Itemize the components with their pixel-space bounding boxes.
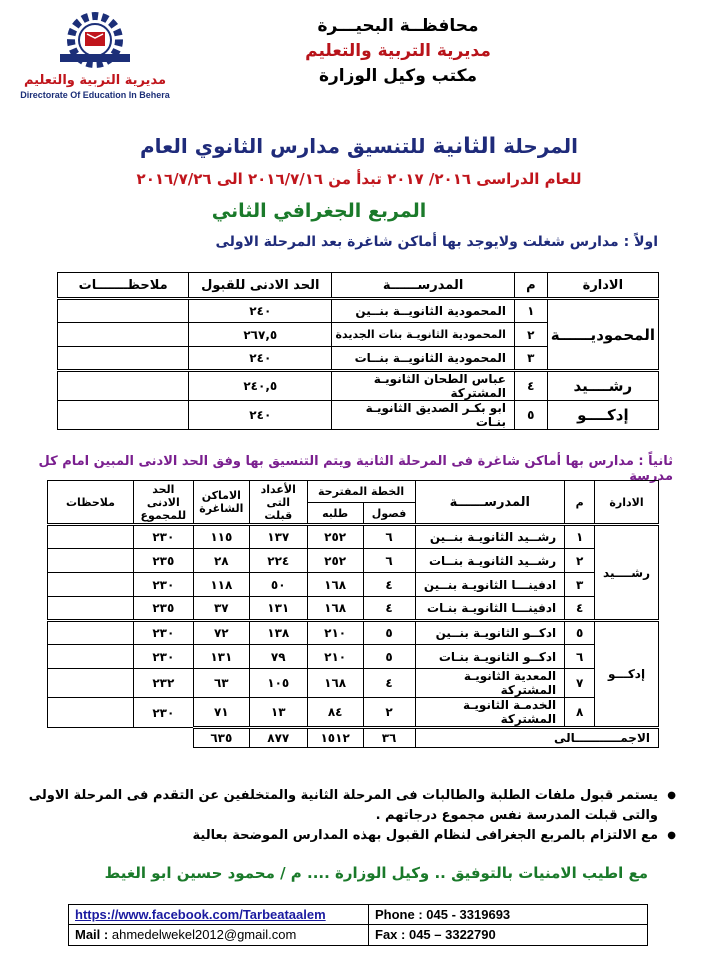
table-row	[48, 549, 659, 573]
notes-cell	[48, 669, 134, 698]
table-header-row	[48, 481, 659, 503]
accepted-cell: ١٣	[249, 698, 307, 728]
col-notes: ملاحظـــــــات	[58, 273, 189, 299]
col-school: المدرســــــة	[415, 481, 565, 525]
col-num: م	[514, 273, 547, 299]
col-students: طلبه	[307, 503, 363, 525]
notes-cell	[58, 323, 189, 347]
total-classes: ٣٦	[363, 728, 415, 748]
vacant-cell: ١٣١	[193, 645, 249, 669]
accepted-cell: ١٠٥	[249, 669, 307, 698]
num-cell: ١	[514, 299, 547, 323]
min-cell: ٢٣٠	[133, 698, 193, 728]
num-cell: ٦	[565, 645, 595, 669]
classes-cell: ٦	[363, 525, 415, 549]
num-cell: ٥	[565, 621, 595, 645]
logo-caption: Directorate Of Education In Behera	[20, 90, 170, 100]
section-one-heading: اولاً : مدارس شغلت ولايوجد بها أماكن شاغرة بعد المرحلة الاولى	[215, 234, 658, 250]
governorate: محافظــة البحيـــرة	[317, 16, 479, 36]
contact-row	[69, 905, 647, 925]
col-min: الحد الادنى للمجموع	[133, 481, 193, 525]
notes-cell	[58, 299, 189, 323]
phone-value: 045 - 3319693	[426, 907, 511, 922]
vacant-cell: ٧١	[193, 698, 249, 728]
vacant-cell: ١١٨	[193, 573, 249, 597]
num-cell: ٣	[514, 347, 547, 371]
col-plan: الخطة المفترحة	[307, 481, 415, 503]
dept-cell: إدكــــو	[547, 401, 658, 430]
vacant-schools-table	[47, 480, 659, 748]
contact-box	[68, 904, 648, 946]
facebook-link-cell	[69, 905, 369, 924]
num-cell: ٤	[565, 597, 595, 621]
col-num: م	[565, 481, 595, 525]
total-vacant: ٦٣٥	[193, 728, 249, 748]
letterhead-lines	[288, 14, 508, 89]
fax-cell	[369, 925, 647, 945]
table-row	[48, 698, 659, 728]
col-dept: الادارة	[595, 481, 659, 525]
notes-list	[26, 786, 676, 846]
vacant-cell: ١١٥	[193, 525, 249, 549]
accepted-cell: ٢٢٤	[249, 549, 307, 573]
classes-cell: ٢	[363, 698, 415, 728]
min-cell: ٢٤٠	[189, 347, 332, 371]
notes-cell	[48, 525, 134, 549]
school-cell: ادفينـــا الثانويـة بنـات	[415, 597, 565, 621]
min-cell: ٢٤٠	[189, 299, 332, 323]
section-two-heading: ثانياً : مدارس بها أماكن شاغرة فى المرحلة الثانية ويتم التنسيق بها وفق الحد الادنى المبين امام كل مدرسة	[38, 454, 673, 484]
vacant-cell: ٢٨	[193, 549, 249, 573]
dept-cell: إدكـــو	[595, 621, 659, 728]
total-accepted: ٨٧٧	[249, 728, 307, 748]
note-item: ● يستمر قبول ملفات الطلبة والطالبات فى المرحلة الثانية والمتخلفين عن التقدم فى المرحلة الاولى	[26, 786, 676, 806]
notes-cell	[58, 347, 189, 371]
accepted-cell: ٥٠	[249, 573, 307, 597]
accepted-cell: ١٣١	[249, 597, 307, 621]
dept-cell: رشــــيد	[547, 371, 658, 401]
directorate-logo	[10, 10, 180, 110]
students-cell: ١٦٨	[307, 597, 363, 621]
classes-cell: ٤	[363, 669, 415, 698]
school-cell: المحمودية الثانويــة بنــين	[332, 299, 515, 323]
num-cell: ٤	[514, 371, 547, 401]
min-cell: ٢٣٠	[133, 525, 193, 549]
notes-cell	[48, 621, 134, 645]
total-row	[48, 728, 659, 748]
students-cell: ٢١٠	[307, 621, 363, 645]
page-title	[0, 134, 718, 159]
contact-row	[69, 925, 647, 945]
table-row	[48, 597, 659, 621]
school-cell: رشــيد الثانويـة بنــين	[415, 525, 565, 549]
total-label: الاجمـــــــــــالى	[415, 728, 658, 748]
school-cell: الخدمـة الثانويـة المشتركة	[415, 698, 565, 728]
dept-cell: رشــــيد	[595, 525, 659, 621]
school-cell: المعدية الثانويـة المشتركة	[415, 669, 565, 698]
directorate: مديرية التربية والتعليم	[305, 41, 491, 61]
academic-year: للعام الدراسى ٢٠١٦/ ٢٠١٧ تبدأ من ٢٠١٦/٧/١٦ الى ٢٠١٦/٧/٢٦	[136, 170, 582, 188]
note-continuation: والتى قبلت المدرسة نفس مجموع درجاتهم .	[375, 808, 658, 823]
school-cell: رشــيد الثانويـة بنــات	[415, 549, 565, 573]
col-dept: الادارة	[547, 273, 658, 299]
min-cell: ٢٤٠,٥	[189, 371, 332, 401]
classes-cell: ٥	[363, 621, 415, 645]
notes-cell	[58, 371, 189, 401]
num-cell: ٢	[514, 323, 547, 347]
notes-cell	[48, 573, 134, 597]
mail-cell	[69, 925, 369, 945]
school-cell: ادكــو الثانويـة بنــين	[415, 621, 565, 645]
col-accepted: الأعداد التى قبلت	[249, 481, 307, 525]
dept-cell: المحموديــــــة	[547, 299, 658, 371]
num-cell: ٥	[514, 401, 547, 430]
sector-title: المربع الجغرافي الثاني	[211, 200, 427, 222]
total-empty-cell	[48, 728, 134, 748]
table-row	[48, 573, 659, 597]
table-row	[48, 645, 659, 669]
classes-cell: ٤	[363, 573, 415, 597]
letterhead	[0, 0, 718, 120]
table-row	[58, 371, 659, 401]
filled-schools-table	[57, 272, 659, 430]
classes-cell: ٤	[363, 597, 415, 621]
title-part3: للتنسيق مدارس الثانوي العام	[139, 134, 426, 158]
vacant-cell: ٧٢	[193, 621, 249, 645]
notes-cell	[48, 645, 134, 669]
logo-name: مديرية التربية والتعليم	[23, 73, 167, 88]
notes-cell	[58, 401, 189, 430]
num-cell: ٧	[565, 669, 595, 698]
col-min: الحد الادنى للقبول	[189, 273, 332, 299]
students-cell: ٨٤	[307, 698, 363, 728]
col-notes: ملاحظات	[48, 481, 134, 525]
total-students: ١٥١٢	[307, 728, 363, 748]
min-cell: ٢٣٥	[133, 597, 193, 621]
num-cell: ٨	[565, 698, 595, 728]
table-row	[48, 621, 659, 645]
min-cell: ٢٦٧,٥	[189, 323, 332, 347]
vacant-cell: ٦٣	[193, 669, 249, 698]
title-part1: المرحلة	[503, 134, 579, 158]
school-cell: ادفينـــا الثانويـة بنــين	[415, 573, 565, 597]
total-empty-cell	[133, 728, 193, 748]
table-row	[48, 669, 659, 698]
table-row	[48, 525, 659, 549]
classes-cell: ٥	[363, 645, 415, 669]
table-row	[58, 401, 659, 430]
phone-label: Phone :	[375, 907, 423, 922]
col-classes: فصول	[363, 503, 415, 525]
fax-label: Fax	[375, 927, 398, 942]
notes-cell	[48, 549, 134, 573]
students-cell: ١٦٨	[307, 573, 363, 597]
students-cell: ٢٥٢	[307, 549, 363, 573]
mail-value[interactable]: ahmedelwekel2012@gmail.com	[111, 927, 297, 942]
office: مكتب وكيل الوزارة	[318, 66, 478, 86]
note-item: ● مع الالتزام بالمربع الجغرافى لنظام القبول بهذه المدارس الموضحة بعالية	[26, 826, 676, 846]
school-cell: ادكــو الثانويـة بنـات	[415, 645, 565, 669]
facebook-link[interactable]: https://www.facebook.com/Tarbeataalem	[75, 907, 326, 922]
min-cell: ٢٣٠	[133, 645, 193, 669]
vacant-cell: ٣٧	[193, 597, 249, 621]
min-cell: ٢٣٥	[133, 549, 193, 573]
min-cell: ٢٤٠	[189, 401, 332, 430]
min-cell: ٢٣٠	[133, 573, 193, 597]
accepted-cell: ١٣٧	[249, 525, 307, 549]
phone-cell	[369, 905, 647, 924]
school-cell: المحمودية الثانويــة بنــات	[332, 347, 515, 371]
students-cell: ١٦٨	[307, 669, 363, 698]
min-cell: ٢٣٠	[133, 621, 193, 645]
num-cell: ١	[565, 525, 595, 549]
num-cell: ٢	[565, 549, 595, 573]
classes-cell: ٦	[363, 549, 415, 573]
fax-value: : 045 – 3322790	[401, 927, 496, 942]
school-cell: ابو بكـر الصديق الثانويـة بنـات	[332, 401, 515, 430]
col-school: المدرســــــة	[332, 273, 515, 299]
signature-line: مع اطيب الامنيات بالتوفيق .. وكيل الوزارة .... م / محمود حسين ابو الغيط	[104, 864, 648, 882]
min-cell: ٢٣٢	[133, 669, 193, 698]
mail-label: Mail :	[75, 927, 109, 942]
col-vacant: الاماكن الشاغرة	[193, 481, 249, 525]
notes-cell	[48, 698, 134, 728]
table-header-row	[58, 273, 659, 299]
accepted-cell: ١٣٨	[249, 621, 307, 645]
students-cell: ٢١٠	[307, 645, 363, 669]
school-cell: عباس الطحان الثانويـة المشتركة	[332, 371, 515, 401]
students-cell: ٢٥٢	[307, 525, 363, 549]
num-cell: ٣	[565, 573, 595, 597]
title-part2: الثانية	[432, 134, 497, 159]
notes-cell	[48, 597, 134, 621]
school-cell: المحمودية الثانويـة بنات الجديدة	[332, 323, 515, 347]
accepted-cell: ٧٩	[249, 645, 307, 669]
table-row	[58, 299, 659, 323]
